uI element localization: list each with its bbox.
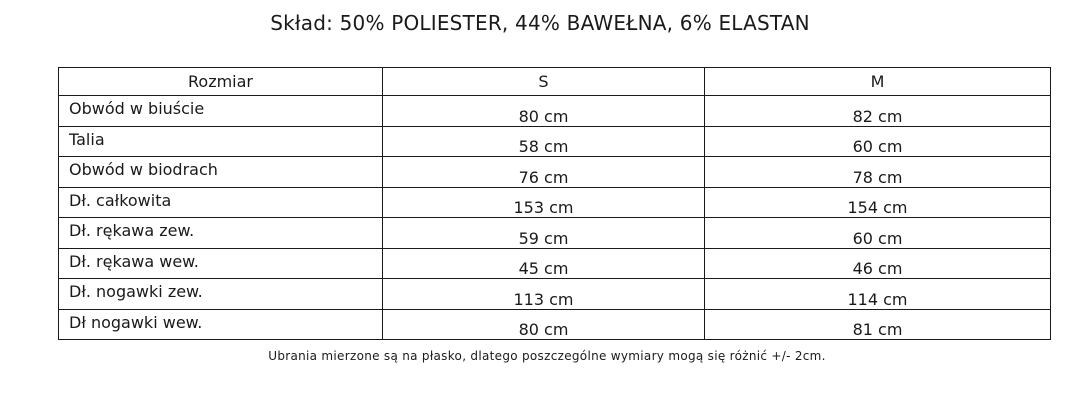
cell-m: 114 cm <box>705 279 1051 310</box>
cell-s: 58 cm <box>383 126 705 157</box>
row-label: Dł nogawki wew. <box>59 309 383 340</box>
table-row <box>59 309 1051 340</box>
table-row <box>59 218 1051 249</box>
row-label: Obwód w biuście <box>59 96 383 127</box>
row-label: Dł. całkowita <box>59 187 383 218</box>
cell-m: 82 cm <box>705 96 1051 127</box>
table-row <box>59 126 1051 157</box>
size-table <box>58 67 1051 340</box>
cell-s: 59 cm <box>383 218 705 249</box>
row-label: Dł. rękawa wew. <box>59 248 383 279</box>
table-row <box>59 279 1051 310</box>
header-s: S <box>383 68 705 96</box>
header-m: M <box>705 68 1051 96</box>
table-row <box>59 248 1051 279</box>
measurement-note: Ubrania mierzone są na płasko, dlatego poszczególne wymiary mogą się różnić +/- 2cm. <box>268 349 826 363</box>
cell-s: 113 cm <box>383 279 705 310</box>
row-label: Obwód w biodrach <box>59 157 383 188</box>
cell-m: 60 cm <box>705 126 1051 157</box>
cell-s: 80 cm <box>383 309 705 340</box>
cell-m: 46 cm <box>705 248 1051 279</box>
header-size: Rozmiar <box>59 68 383 96</box>
composition-title: Skład: 50% POLIESTER, 44% BAWEŁNA, 6% ELASTAN <box>270 11 810 35</box>
table-row <box>59 96 1051 127</box>
cell-s: 45 cm <box>383 248 705 279</box>
table-row <box>59 187 1051 218</box>
cell-s: 153 cm <box>383 187 705 218</box>
cell-m: 154 cm <box>705 187 1051 218</box>
cell-m: 78 cm <box>705 157 1051 188</box>
table-row <box>59 157 1051 188</box>
cell-m: 81 cm <box>705 309 1051 340</box>
cell-s: 76 cm <box>383 157 705 188</box>
cell-m: 60 cm <box>705 218 1051 249</box>
row-label: Talia <box>59 126 383 157</box>
row-label: Dł. nogawki zew. <box>59 279 383 310</box>
table-header-row <box>59 68 1051 96</box>
row-label: Dł. rękawa zew. <box>59 218 383 249</box>
cell-s: 80 cm <box>383 96 705 127</box>
